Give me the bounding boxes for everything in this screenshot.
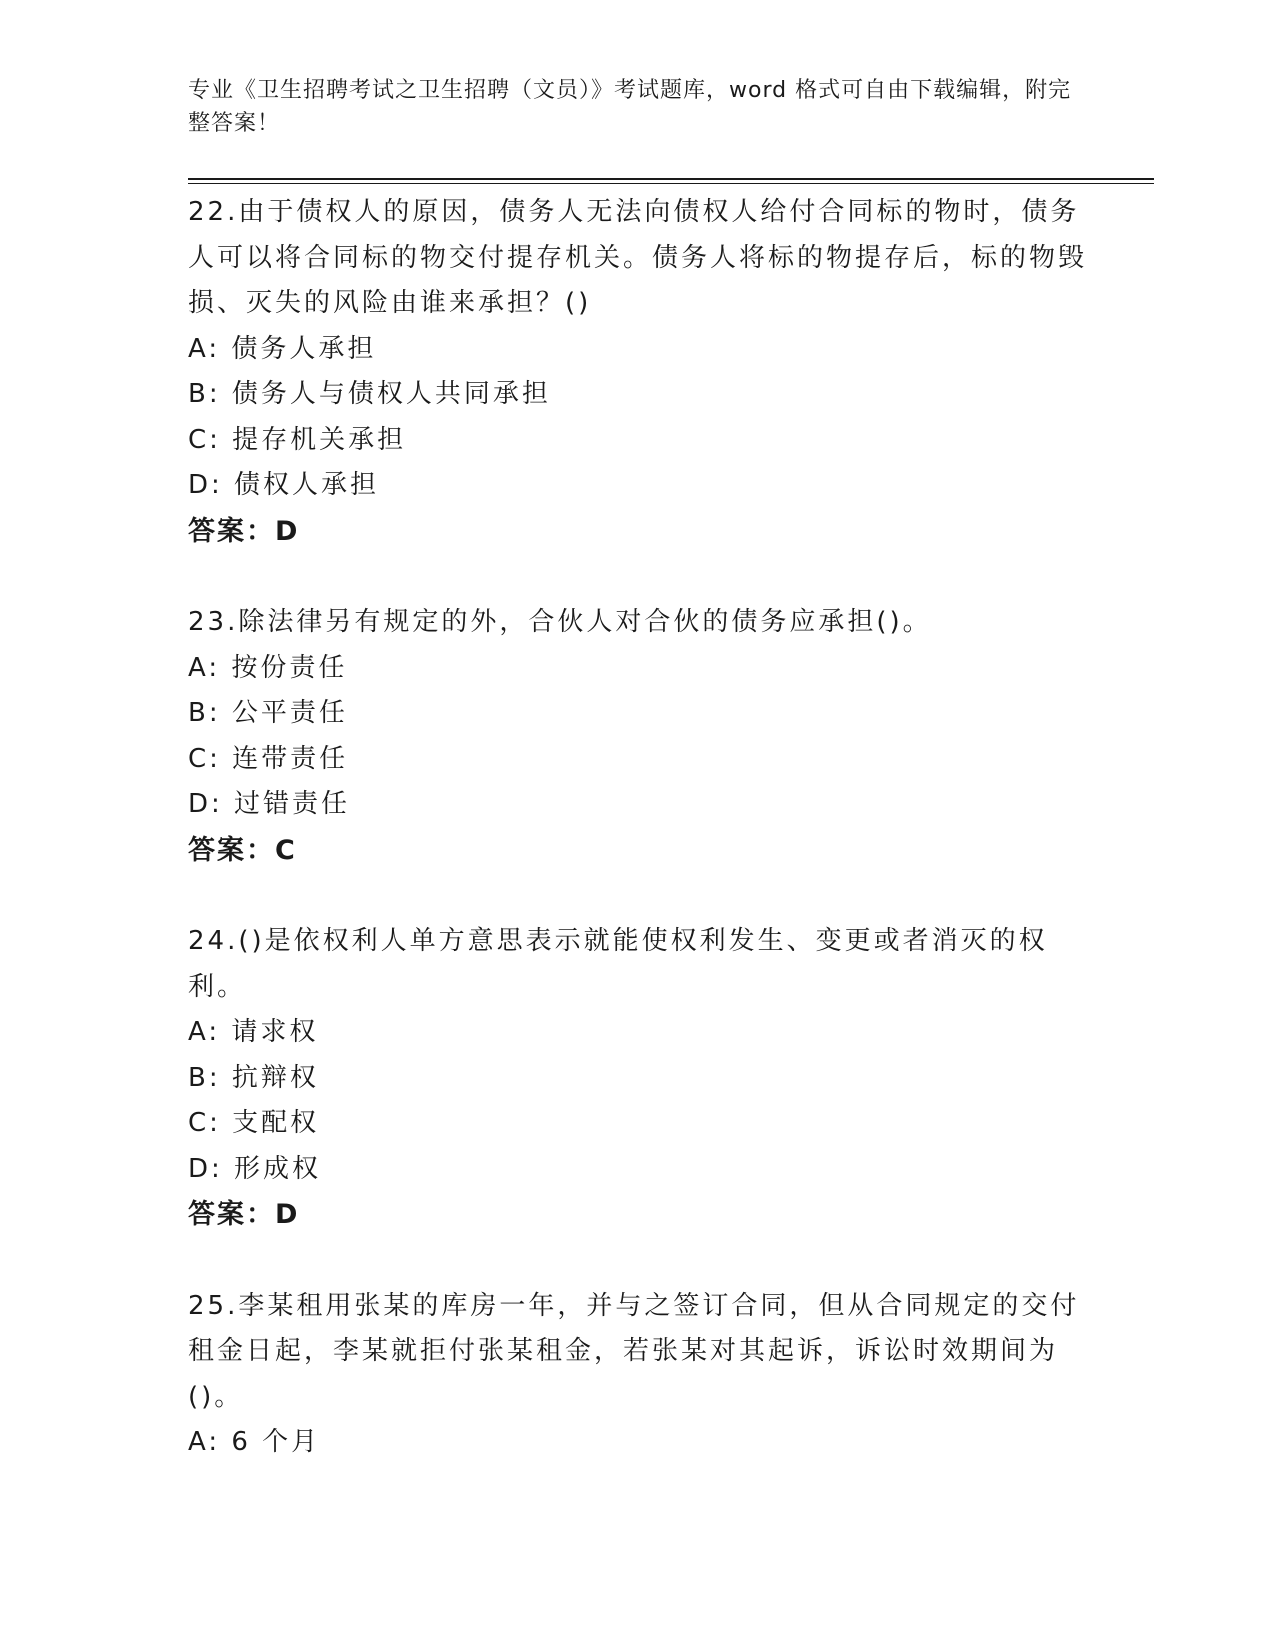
header-divider-thin xyxy=(188,183,1154,184)
option-d: D: 过错责任 xyxy=(188,789,351,819)
option-b: B: 债务人与债权人共同承担 xyxy=(188,379,551,409)
answer-line: 答案：D xyxy=(188,515,300,547)
option-a: A: 按份责任 xyxy=(188,652,348,683)
question-23 xyxy=(188,600,1088,873)
question-text: 23.除法律另有规定的外，合伙人对合伙的债务应承担()。 xyxy=(188,607,932,637)
option-b: B: 公平责任 xyxy=(188,698,348,728)
document-intro: 专业《卫生招聘考试之卫生招聘（文员）》考试题库，word 格式可自由下载编辑，附完整答案！ xyxy=(188,78,1072,136)
option-c: C: 支配权 xyxy=(188,1108,320,1138)
option-d: D: 形成权 xyxy=(188,1153,322,1184)
question-text: 24.()是依权利人单方意思表示就能使权利发生、变更或者消灭的权利。 xyxy=(188,926,1048,1002)
option-a: A: 债务人承担 xyxy=(188,333,377,364)
option-a: A: 6 个月 xyxy=(188,1427,321,1457)
question-list xyxy=(188,190,1088,1512)
answer-line: 答案：C xyxy=(188,834,297,866)
question-22 xyxy=(188,190,1088,554)
header-divider-thick xyxy=(188,178,1154,180)
answer-line: 答案：D xyxy=(188,1199,300,1230)
option-a: A: 请求权 xyxy=(188,1017,319,1047)
question-25 xyxy=(188,1284,1088,1466)
question-24 xyxy=(188,919,1088,1238)
option-c: C: 提存机关承担 xyxy=(188,424,407,455)
question-text: 22.由于债权人的原因，债务人无法向债权人给付合同标的物时，债务人可以将合同标的物交付提存机关。债务人将标的物提存后，标的物毁损、灭失的风险由谁来承担？() xyxy=(188,197,1088,318)
option-b: B: 抗辩权 xyxy=(188,1062,319,1093)
option-c: C: 连带责任 xyxy=(188,743,349,774)
option-d: D: 债权人承担 xyxy=(188,470,380,500)
question-text: 25.李某租用张某的库房一年，并与之签订合同，但从合同规定的交付租金日起，李某就拒付张某租金，若张某对其起诉，诉讼时效期间为()。 xyxy=(188,1290,1080,1412)
